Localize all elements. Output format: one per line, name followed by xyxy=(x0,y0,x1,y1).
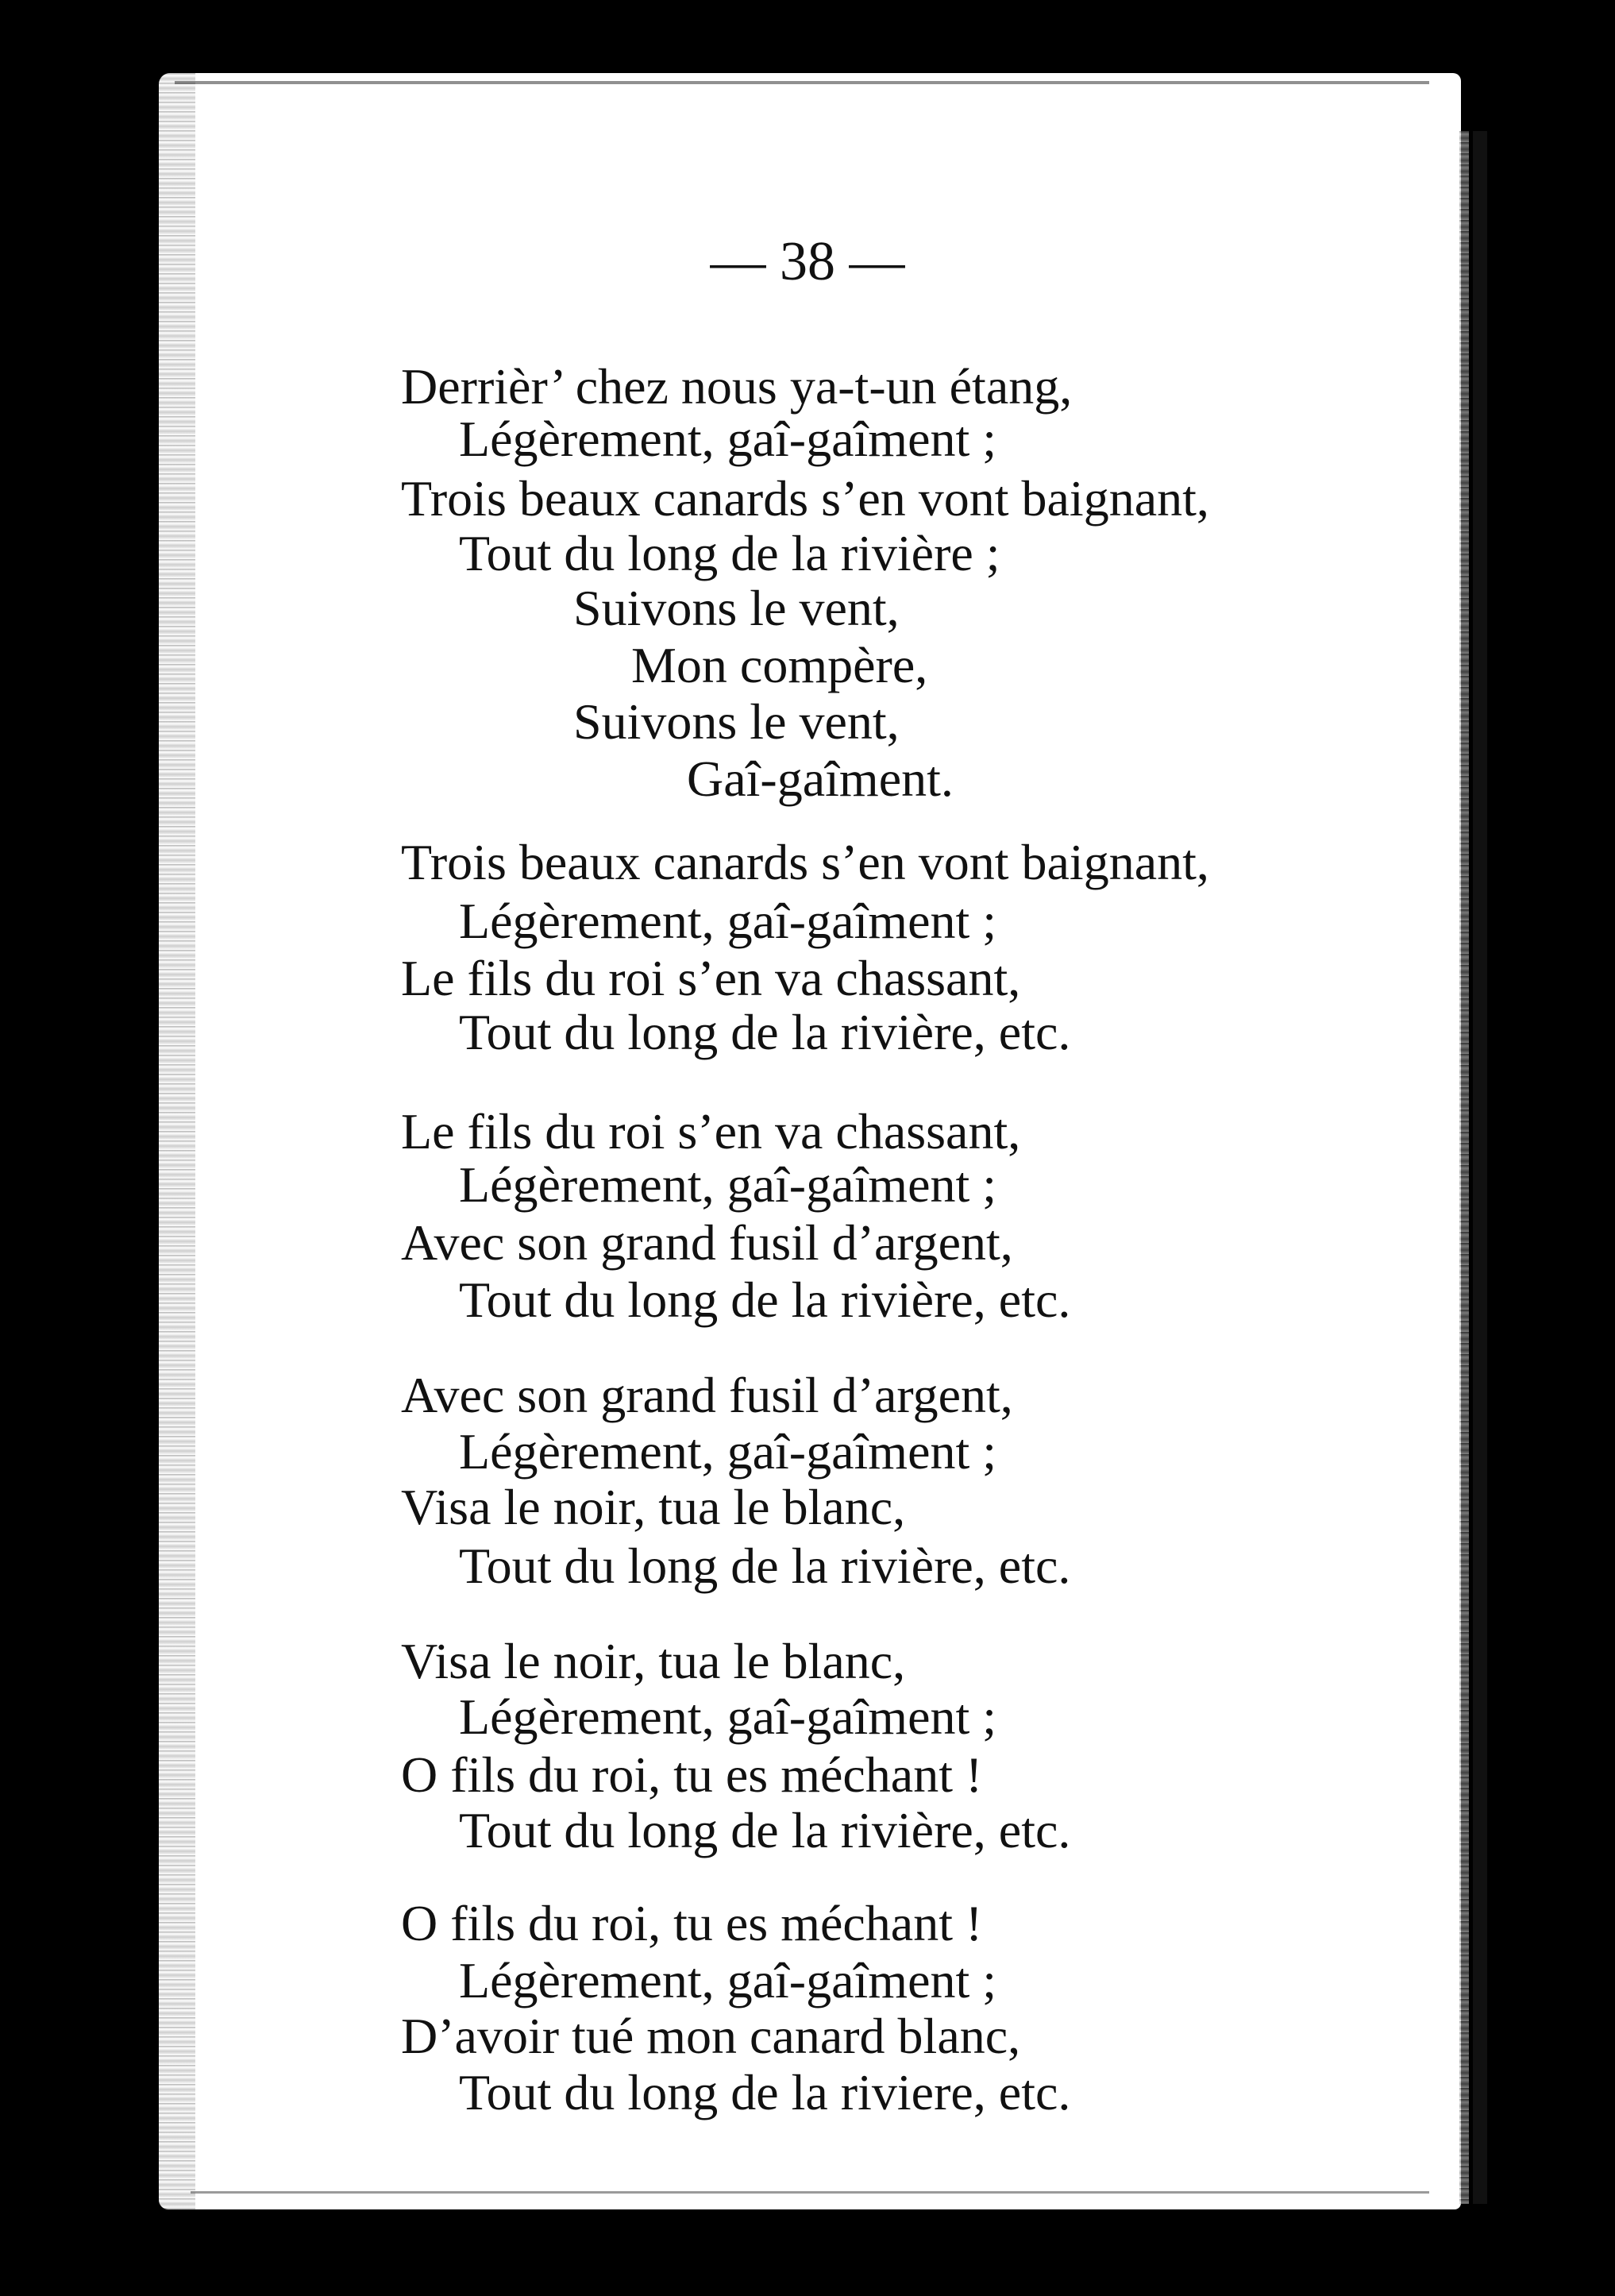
verse-line: Légèrement, gaî-gaîment ; xyxy=(459,1423,997,1480)
verse-line: Mon compère, xyxy=(631,637,928,693)
verse-line: Le fils du roi s’en va chassant, xyxy=(401,1103,1021,1160)
verse-line: Tout du long de la rivière, etc. xyxy=(459,1538,1071,1594)
verse-line: Légèrement, gaî-gaîment ; xyxy=(459,411,997,467)
verse-line: Suivons le vent, xyxy=(573,693,900,750)
verse-line: Le fils du roi s’en va chassant, xyxy=(401,950,1021,1006)
verse-line: Tout du long de la rivière, etc. xyxy=(459,1004,1071,1060)
verse-line: O fils du roi, tu es méchant ! xyxy=(401,1746,983,1803)
page-number: — 38 — xyxy=(710,231,905,292)
verse-line: Derrièr’ chez nous ya-t-un étang, xyxy=(401,358,1073,415)
verse-line: Légèrement, gaî-gaîment ; xyxy=(459,1952,997,2009)
page-bottom-edge xyxy=(191,2191,1429,2194)
verse-line: Tout du long de la rivière, etc. xyxy=(459,1271,1071,1328)
verse-line: Trois beaux canards s’en vont baignant, xyxy=(401,834,1209,890)
verse-line: Suivons le vent, xyxy=(573,580,900,636)
book-binding-edge xyxy=(1473,131,1487,2204)
verse-line: Légèrement, gaî-gaîment ; xyxy=(459,1688,997,1745)
verse-line: O fils du roi, tu es méchant ! xyxy=(401,1895,983,1951)
page-top-edge xyxy=(175,81,1429,84)
verse-line: Visa le noir, tua le blanc, xyxy=(401,1633,906,1689)
binding-shadow xyxy=(1459,131,1469,2204)
verse-line: Tout du long de la riviere, etc. xyxy=(459,2064,1071,2120)
verse-line: Trois beaux canards s’en vont baignant, xyxy=(401,470,1209,527)
verse-line: Tout du long de la rivière ; xyxy=(459,525,1000,581)
verse-line: D’avoir tué mon canard blanc, xyxy=(401,2008,1021,2064)
verse-line: Avec son grand fusil d’argent, xyxy=(401,1367,1013,1423)
verse-line: Avec son grand fusil d’argent, xyxy=(401,1214,1013,1271)
verse-line: Gaî-gaîment. xyxy=(687,751,954,807)
page-edge-shading xyxy=(159,73,195,2209)
verse-line: Visa le noir, tua le blanc, xyxy=(401,1479,906,1535)
verse-line: Légèrement, gaî-gaîment ; xyxy=(459,1156,997,1213)
verse-line: Légèrement, gaî-gaîment ; xyxy=(459,893,997,949)
verse-line: Tout du long de la rivière, etc. xyxy=(459,1802,1071,1858)
